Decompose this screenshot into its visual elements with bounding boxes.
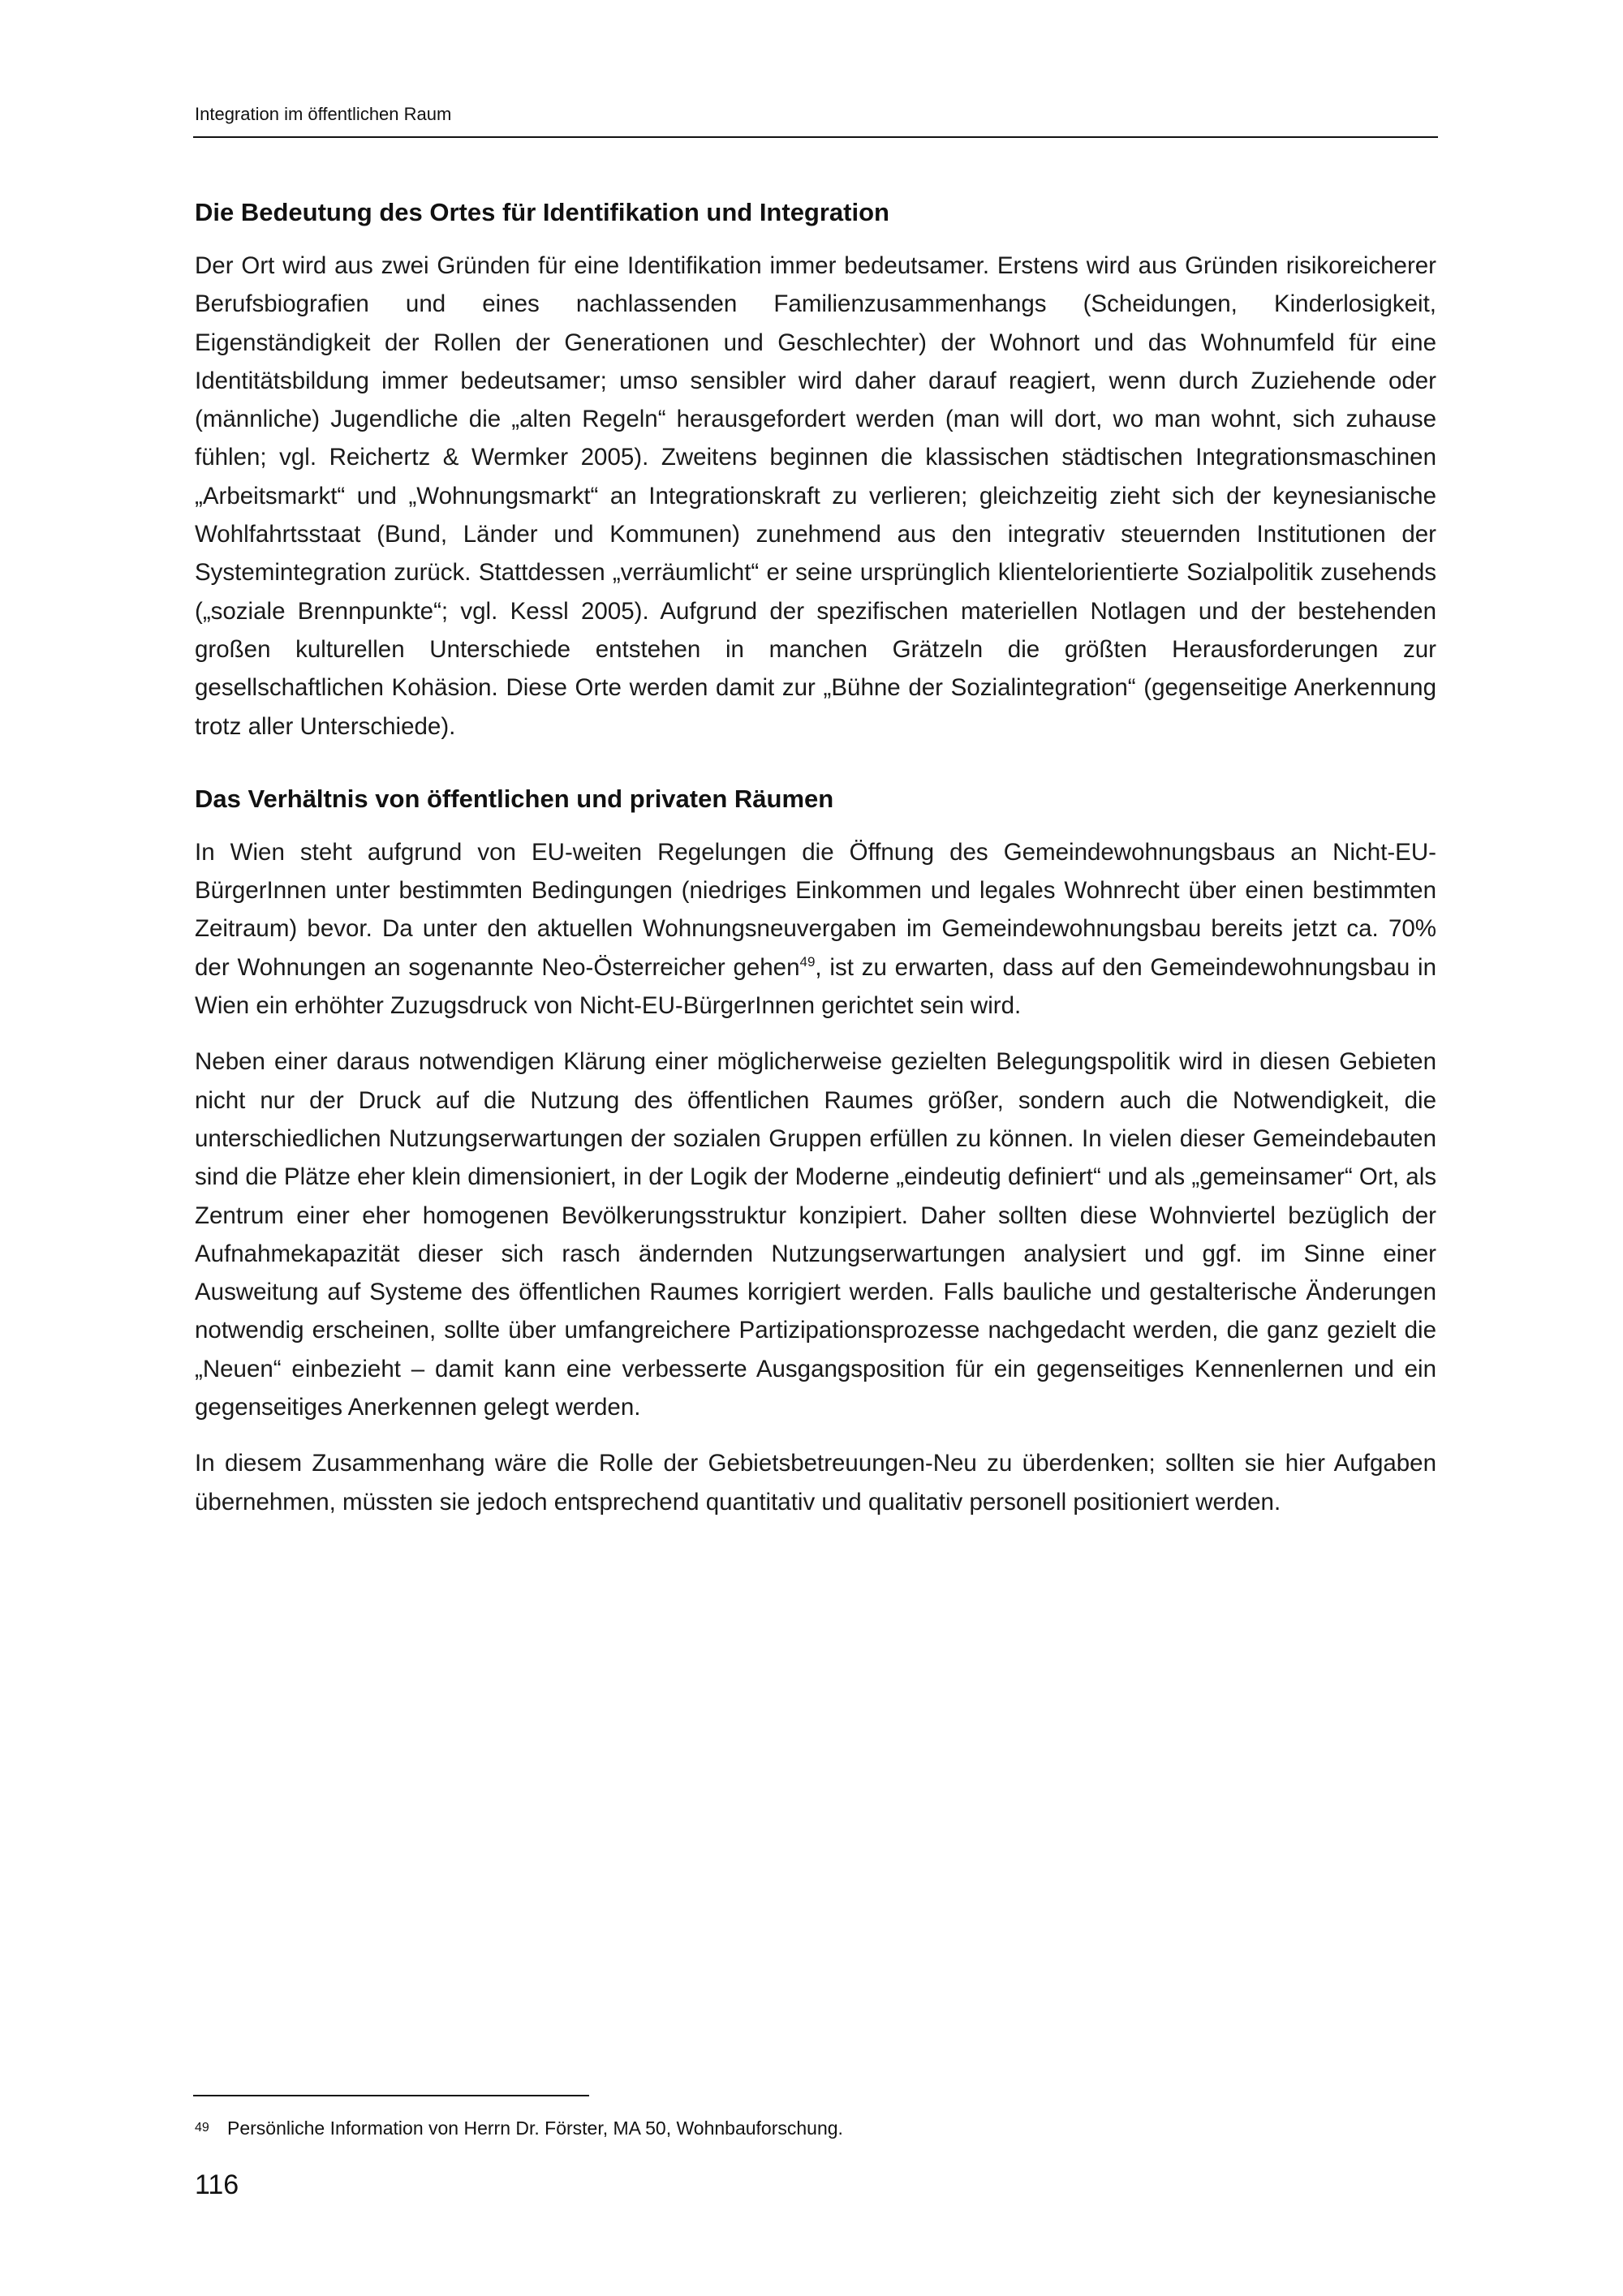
header-rule: [193, 136, 1438, 138]
section-heading-2: Das Verhältnis von öffentlichen und privaten Räumen: [195, 784, 834, 813]
footnote: [195, 2116, 843, 2140]
footnote-separator: [193, 2095, 589, 2096]
spacer: [195, 1025, 1436, 1043]
section-heading-1: Die Bedeutung des Ortes für Identifikation und Integration: [195, 198, 889, 226]
page-number: 116: [195, 2169, 239, 2200]
paragraph-text: In Wien steht aufgrund von EU-weiten Regelungen die Öffnung des Gemeindewohnungsbaus an Nicht-EU-BürgerInnen unter bestimmten Bedingungen (niedriges Einkommen und legales Wohnrecht über einen bestimmten Zeitraum) bevor. Da unter den aktuellen Wohnungsneuvergaben im Gemeindewohnungsbau bereits jetzt ca. 70% der Wohnungen an sogenannte Neo-Österreicher gehen: [195, 838, 1436, 981]
footnote-reference[interactable]: 49: [799, 953, 816, 970]
paragraph: Neben einer daraus notwendigen Klärung einer möglicherweise gezielten Belegungspolitik wird in diesen Gebieten nicht nur der Druck auf die Nutzung des öffentlichen Raumes größer, sondern auch die Notwendigkeit, die unterschiedlichen Nutzungserwartungen der sozialen Gruppen erfüllen zu können. In vielen dieser Gemeindebauten sind die Plätze eher klein dimensioniert, in der Logik der Moderne „eindeutig definiert“ und als „gemeinsamer“ Ort, als Zentrum einer eher homogenen Bevölkerungsstruktur konzipiert. Daher sollten diese Wohnviertel bezüglich der Aufnahmekapazität dieser sich rasch ändernden Nutzungserwartungen analysiert und ggf. im Sinne einer Ausweitung auf Systeme des öffentlichen Raumes korrigiert werden. Falls bauliche und gestalterische Änderungen notwendig erscheinen, sollte über umfangreichere Partizipationsprozesse nachgedacht werden, die ganz gezielt die „Neuen“ einbezieht – damit kann eine verbesserte Ausgangsposition für ein gegenseitiges Kennenlernen und ein gegenseitiges Anerkennen gelegt werden.: [195, 1048, 1436, 1421]
paragraph: Der Ort wird aus zwei Gründen für eine Identifikation immer bedeutsamer. Erstens wird aus Gründen risikoreicherer Berufsbiografien und eines nachlassenden Familienzusammenhangs (Scheidungen, Kinderlosigkeit, Eigenständigkeit der Rollen der Generationen und Geschlechter) der Wohnort und das Wohnumfeld für eine Identitätsbildung immer bedeutsamer; umso sensibler wird daher darauf reagiert, wenn durch Zuziehende oder (männliche) Jugendliche die „alten Regeln“ herausgefordert werden (man will dort, wo man wohnt, sich zuhause fühlen; vgl. Reichertz & Wermker 2005). Zweitens beginnen die klassischen städtischen Integrationsmaschinen „Arbeitsmarkt“ und „Wohnungsmarkt“ an Integrationskraft zu verlieren; gleichzeitig zieht sich der keynesianische Wohlfahrtsstaat (Bund, Länder und Kommunen) zunehmend aus den integrativ steuernden Institutionen der Systemintegration zurück. Stattdessen „verräumlicht“ er seine ursprünglich klientelorientierte Sozialpolitik zusehends („soziale Brennpunkte“; vgl. Kessl 2005). Aufgrund der spezifischen materiellen Notlagen und der bestehenden großen kulturellen Unterschiede entstehen in manchen Grätzeln die größten Herausforderungen zur gesellschaftlichen Kohäsion. Diese Orte werden damit zur „Bühne der Sozialintegration“ (gegenseitige Anerkennung trotz aller Unterschiede).: [195, 252, 1436, 740]
running-header: Integration im öffentlichen Raum: [195, 104, 452, 124]
paragraph-text: , ist zu erwarten, dass auf den Gemeindewohnungsbau in Wien ein erhöhter Zuzugsdruck von Nicht-EU-BürgerInnen gerichtet sein wird.: [195, 953, 1436, 1020]
spacer: [195, 1426, 1436, 1444]
spacer: [195, 763, 1436, 781]
paragraph: [195, 833, 1436, 1025]
paragraph: In diesem Zusammenhang wäre die Rolle der Gebietsbetreuungen-Neu zu überdenken; sollten sie hier Aufgaben übernehmen, müssten sie jedoch entsprechend quantitativ und qualitativ personell positioniert werden.: [195, 1450, 1436, 1516]
spacer: [195, 746, 1436, 763]
footnote-text: Persönliche Information von Herrn Dr. Förster, MA 50, Wohnbauforschung.: [227, 2118, 843, 2139]
footnote-number: 49: [195, 2121, 209, 2135]
body-text: [195, 195, 1436, 1521]
